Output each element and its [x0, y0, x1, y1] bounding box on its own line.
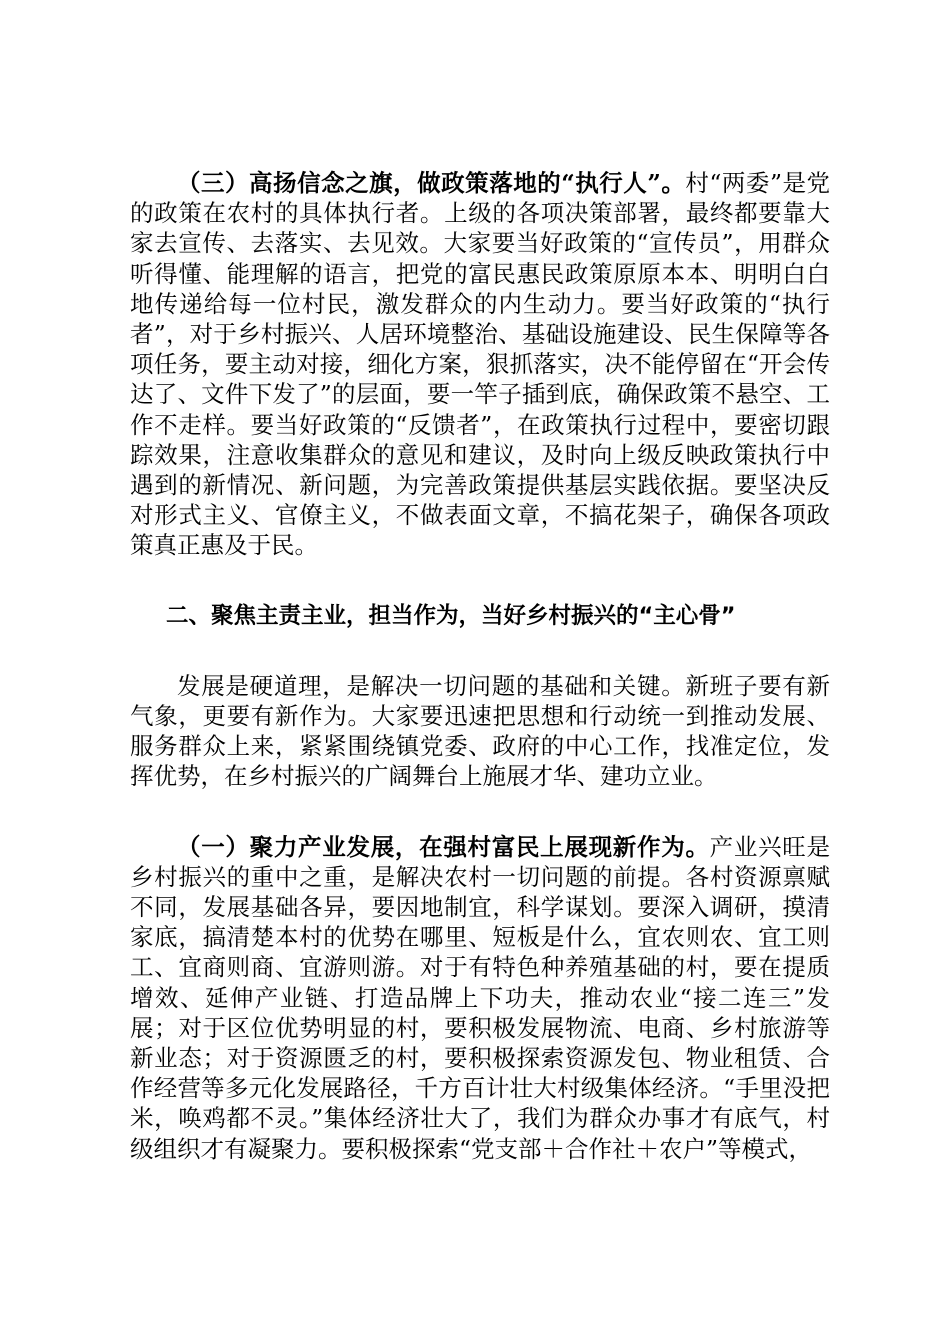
- paragraph-body: 村“两委”是党的政策在农村的具体执行者。上级的各项决策部署，最终都要靠大家去宣传、去落实、去见效。大家要当好政策的“宣传员”，用群众听得懂、能理解的语言，把党的富民惠民政策原原本本、明明白白地传递给每一位村民，激发群众的内生动力。要当好政策的“执行者”，对于乡村振兴、人居环境整治、基础设施建设、民生保障等各项任务，要主动对接，细化方案，狠抓落实，决不能停留在“开会传达了、文件下发了”的层面，要一竿子插到底，确保政策不悬空、工作不走样。要当好政策的“反馈者”，在政策执行过程中，要密切跟踪效果，注意收集群众的意见和建议，及时向上级反映政策执行中遇到的新情况、新问题，为完善政策提供基层实践依据。要坚决反对形式主义、官僚主义，不做表面文章，不搞花架子，确保各项政策真正惠及于民。: [130, 169, 830, 560]
- paragraph-lead-heading: （三）高扬信念之旗，做政策落地的“执行人”。: [177, 169, 686, 197]
- document-page: [130, 168, 830, 1164]
- paragraph-body: 产业兴旺是乡村振兴的重中之重，是解决农村一切问题的前提。各村资源禀赋不同，发展基础各异，要因地制宜，科学谋划。要深入调研，摸清家底，搞清楚本村的优势在哪里、短板是什么，宜农则农、宜工则工、宜商则商、宜游则游。对于有特色种养殖基础的村，要在提质增效、延伸产业链、打造品牌上下功夫，推动农业“接二连三”发展；对于区位优势明显的村，要积极发展物流、电商、乡村旅游等新业态；对于资源匮乏的村，要积极探索资源发包、物业租赁、合作经营等多元化发展路径，千方百计壮大村级集体经济。“手里没把米，唤鸡都不灵。”集体经济壮大了，我们为群众办事才有底气，村级组织才有凝聚力。要积极探索“党支部＋合作社＋农户”等模式，: [130, 832, 831, 1163]
- paragraph-development: 发展是硬道理，是解决一切问题的基础和关键。新班子要有新气象，更要有新作为。大家要迅速把思想和行动统一到推动发展、服务群众上来，紧紧围绕镇党委、政府的中心工作，找准定位，发挥优势，在乡村振兴的广阔舞台上施展才华、建功立业。: [130, 671, 830, 791]
- paragraph-industry: [130, 832, 830, 1164]
- paragraph-policy-executor: [130, 168, 830, 561]
- section-heading: 二、聚焦主责主业，担当作为，当好乡村振兴的“主心骨”: [166, 602, 736, 629]
- paragraph-lead-heading: （一）聚力产业发展，在强村富民上展现新作为。: [177, 832, 710, 861]
